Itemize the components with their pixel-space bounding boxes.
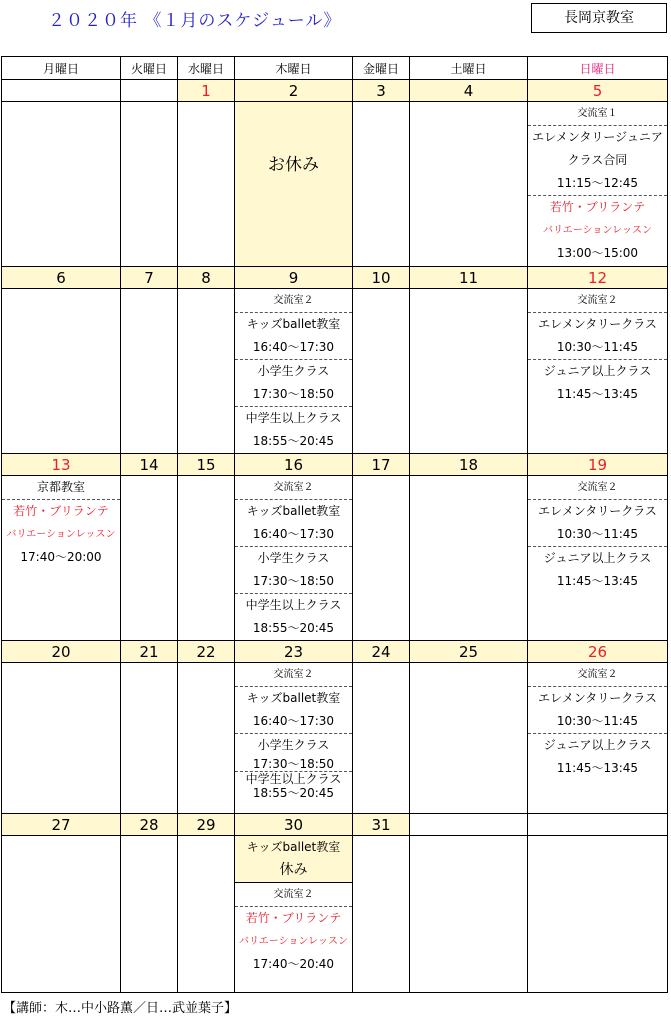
class-name: エレメンタリージュニア — [532, 130, 663, 144]
schedule-cell — [178, 663, 235, 814]
schedule-row — [2, 663, 668, 814]
date-cell: 16 — [235, 454, 353, 476]
room-label: 交流室２ — [235, 289, 352, 313]
schedule-cell — [121, 289, 178, 454]
schedule-cell — [353, 289, 410, 454]
schedule-cell — [178, 476, 235, 641]
schedule-cell — [121, 102, 178, 267]
class-time: 17:30〜18:50 — [235, 383, 352, 407]
date-cell: 24 — [353, 641, 410, 663]
date-cell-holiday: 1 — [178, 80, 235, 102]
schedule-cell — [353, 836, 410, 993]
date-cell: 4 — [410, 80, 528, 102]
schedule-row — [2, 836, 668, 993]
date-cell: 17 — [353, 454, 410, 476]
room-label: 交流室２ — [235, 663, 352, 687]
date-cell: 15 — [178, 454, 235, 476]
date-cell-holiday: 13 — [2, 454, 121, 476]
schedule-cell — [121, 663, 178, 814]
weekday-header: 月曜日 — [2, 57, 121, 80]
class-name: ジュニア以上クラス — [543, 364, 652, 378]
class-time: 10:30〜11:45 — [528, 523, 667, 547]
page-title: ２０２０年 《１月のスケジュール》 — [48, 11, 342, 31]
class-name: 中学生以上クラス — [245, 411, 342, 425]
weekday-header: 金曜日 — [353, 57, 410, 80]
schedule-cell — [353, 663, 410, 814]
schedule-cell — [178, 289, 235, 454]
room-label: 交流室２ — [528, 663, 667, 687]
weekday-header: 土曜日 — [410, 57, 528, 80]
date-row — [2, 267, 668, 289]
holiday-label: お休み — [268, 155, 319, 175]
class-name: キッズballet教室 — [246, 840, 341, 854]
date-cell: 22 — [178, 641, 235, 663]
schedule-cell — [528, 289, 668, 454]
schedule-cell — [2, 836, 121, 993]
class-time: 18:55〜20:45 — [252, 434, 335, 448]
schedule-cell — [528, 102, 668, 267]
class-name: 小学生クラス — [257, 551, 330, 565]
schedule-cell — [410, 102, 528, 267]
schedule-cell — [178, 102, 235, 267]
date-cell: 31 — [353, 814, 410, 836]
class-name: エレメンタリークラス — [538, 691, 657, 705]
class-time: 17:30〜18:50 — [235, 757, 352, 772]
schedule-cell — [528, 663, 668, 814]
instructor-note: 【講師：木…中小路薫／日…武並葉子】 — [3, 1001, 238, 1016]
date-cell-sunday: 26 — [528, 641, 668, 663]
class-time: 17:30〜18:50 — [235, 570, 352, 594]
schedule-cell — [2, 289, 121, 454]
class-name: 若竹・ブリランテ — [549, 200, 646, 214]
class-time: 16:40〜17:30 — [235, 336, 352, 360]
date-cell: 6 — [2, 267, 121, 289]
date-cell — [2, 80, 121, 102]
schedule-cell — [528, 476, 668, 641]
class-time: 10:30〜11:45 — [528, 710, 667, 734]
date-row — [2, 454, 668, 476]
date-cell: 23 — [235, 641, 353, 663]
class-time: 11:45〜13:45 — [556, 574, 639, 588]
class-time: 11:45〜13:45 — [556, 761, 639, 775]
date-row — [2, 814, 668, 836]
class-name: 中学生以上クラス — [245, 772, 342, 786]
class-time: 13:00〜15:00 — [556, 246, 639, 260]
schedule-cell — [235, 663, 353, 814]
room-label: 交流室２ — [528, 289, 667, 313]
class-time: 17:40〜20:40 — [252, 957, 335, 971]
schedule-cell — [528, 836, 668, 993]
class-time: 16:40〜17:30 — [235, 710, 352, 734]
class-time: 11:15〜12:45 — [528, 172, 667, 196]
class-name: キッズballet教室 — [246, 691, 341, 705]
schedule-cell — [410, 836, 528, 993]
date-cell-sunday: 19 — [528, 454, 668, 476]
calendar-table — [1, 56, 668, 993]
schedule-cell-holiday — [235, 102, 353, 267]
schedule-cell — [235, 836, 353, 993]
date-cell: 11 — [410, 267, 528, 289]
schedule-cell — [410, 476, 528, 641]
date-cell: 3 — [353, 80, 410, 102]
schedule-cell — [353, 102, 410, 267]
class-name: ジュニア以上クラス — [543, 738, 652, 752]
class-time: 17:40〜20:00 — [20, 550, 102, 564]
schedule-cell — [121, 836, 178, 993]
weekday-header: 火曜日 — [121, 57, 178, 80]
date-cell: 29 — [178, 814, 235, 836]
weekday-header-sunday: 日曜日 — [528, 57, 668, 80]
date-cell: 28 — [121, 814, 178, 836]
date-cell: 8 — [178, 267, 235, 289]
schedule-row — [2, 289, 668, 454]
room-label: 交流室２ — [528, 476, 667, 500]
class-name: 中学生以上クラス — [245, 598, 342, 612]
schedule-cell — [2, 663, 121, 814]
class-name: 小学生クラス — [257, 364, 330, 378]
room-label: 交流室２ — [235, 883, 352, 907]
date-row — [2, 641, 668, 663]
class-name: キッズballet教室 — [246, 504, 341, 518]
schedule-row — [2, 102, 668, 267]
schedule-row — [2, 476, 668, 641]
date-cell-sunday: 12 — [528, 267, 668, 289]
schedule-cell — [2, 102, 121, 267]
weekday-header: 水曜日 — [178, 57, 235, 80]
class-name: エレメンタリークラス — [538, 317, 657, 331]
schedule-cell — [410, 289, 528, 454]
date-cell: 2 — [235, 80, 353, 102]
date-cell — [410, 814, 528, 836]
kids-holiday-block — [235, 836, 352, 883]
class-name: バリエーションレッスン — [542, 225, 653, 236]
class-time: 10:30〜11:45 — [528, 336, 667, 360]
date-cell: 30 — [235, 814, 353, 836]
class-name: クラス合同 — [567, 153, 628, 167]
class-name: バリエーションレッスン — [6, 529, 116, 540]
class-time: 18:55〜20:45 — [252, 621, 335, 635]
schedule-cell — [410, 663, 528, 814]
school-name-box: 長岡京教室 — [531, 3, 667, 33]
class-name: 若竹・ブリランテ — [245, 911, 342, 925]
class-name: 若竹・ブリランテ — [13, 504, 109, 518]
weekday-header-row — [2, 57, 668, 80]
class-time: 18:55〜20:45 — [252, 786, 335, 800]
class-name: バリエーションレッスン — [238, 936, 349, 947]
schedule-cell — [121, 476, 178, 641]
date-cell: 25 — [410, 641, 528, 663]
date-cell: 10 — [353, 267, 410, 289]
date-cell: 9 — [235, 267, 353, 289]
date-cell: 14 — [121, 454, 178, 476]
class-name: キッズballet教室 — [246, 317, 341, 331]
date-cell: 27 — [2, 814, 121, 836]
room-label: 交流室２ — [235, 476, 352, 500]
schedule-cell — [2, 476, 121, 641]
class-time: 16:40〜17:30 — [235, 523, 352, 547]
weekday-header: 木曜日 — [235, 57, 353, 80]
date-cell: 21 — [121, 641, 178, 663]
holiday-label: 休み — [279, 862, 308, 878]
class-name: 小学生クラス — [257, 738, 330, 752]
date-row — [2, 80, 668, 102]
date-cell: 18 — [410, 454, 528, 476]
date-cell: 7 — [121, 267, 178, 289]
class-name: ジュニア以上クラス — [543, 551, 652, 565]
date-cell — [528, 814, 668, 836]
class-time: 11:45〜13:45 — [556, 387, 639, 401]
date-cell: 20 — [2, 641, 121, 663]
room-label: 京都教室 — [2, 476, 120, 500]
room-label: 交流室１ — [528, 102, 667, 126]
schedule-cell — [178, 836, 235, 993]
date-cell-sunday: 5 — [528, 80, 668, 102]
schedule-cell — [235, 476, 353, 641]
class-name: エレメンタリークラス — [538, 504, 657, 518]
schedule-cell — [353, 476, 410, 641]
schedule-cell — [235, 289, 353, 454]
date-cell — [121, 80, 178, 102]
